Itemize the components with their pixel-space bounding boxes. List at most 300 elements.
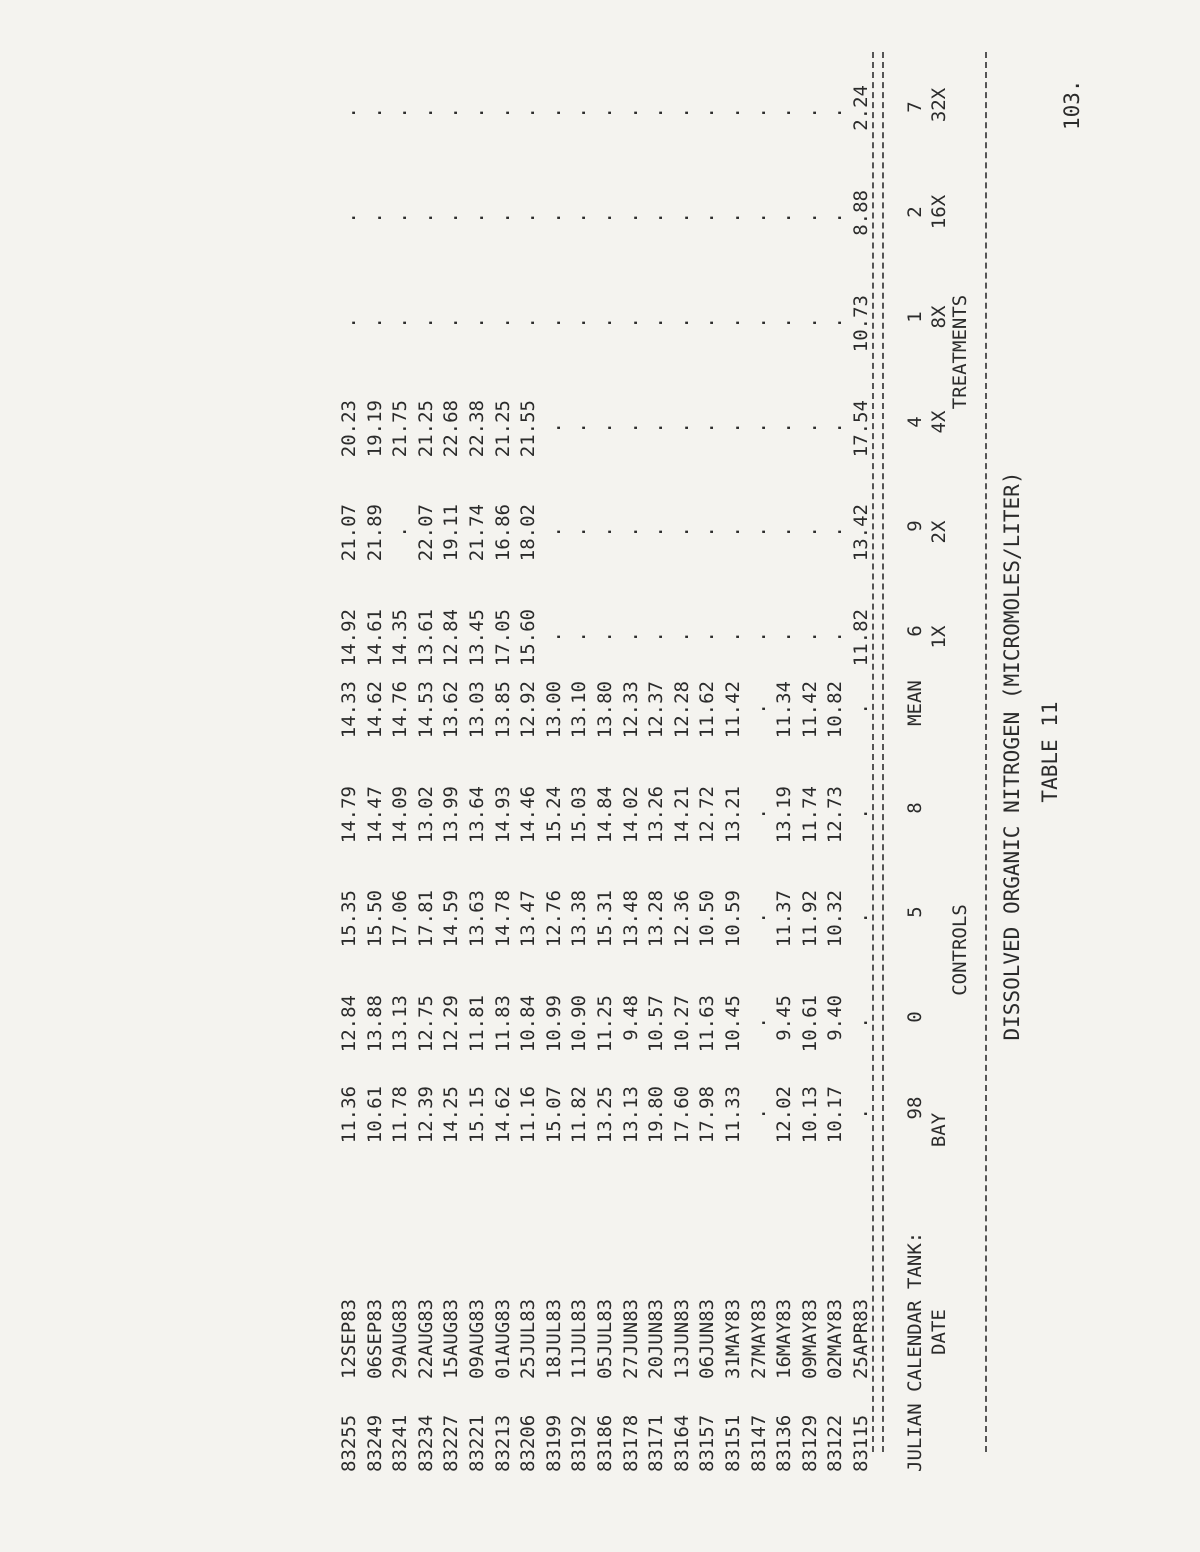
value-cell: . bbox=[722, 107, 744, 119]
value-cell: 14.61 bbox=[363, 609, 386, 667]
value-cell: 10.57 bbox=[645, 995, 668, 1053]
value-cell: . bbox=[850, 1017, 872, 1029]
value-cell: . bbox=[670, 212, 693, 224]
header-8x: 8X bbox=[928, 305, 950, 329]
value-cell: 16.86 bbox=[491, 504, 514, 562]
value-cell: . bbox=[773, 422, 796, 434]
value-cell: 10.73 bbox=[850, 295, 872, 353]
julian-date-cell: 83147 bbox=[747, 1414, 770, 1472]
value-cell: 17.98 bbox=[696, 1086, 719, 1144]
value-cell: 18.02 bbox=[517, 504, 540, 562]
calendar-date-cell: 06JUN83 bbox=[696, 1298, 719, 1379]
value-cell: 9.48 bbox=[619, 995, 642, 1041]
julian-date-cell: 83129 bbox=[798, 1414, 821, 1472]
value-cell: . bbox=[850, 808, 872, 820]
value-cell: 13.61 bbox=[414, 609, 437, 667]
value-cell: . bbox=[619, 107, 642, 119]
value-cell: . bbox=[491, 317, 514, 329]
value-cell: 19.19 bbox=[363, 400, 386, 458]
value-cell: . bbox=[542, 107, 565, 119]
calendar-date-cell: 09MAY83 bbox=[798, 1298, 821, 1379]
value-cell: 19.80 bbox=[645, 1086, 668, 1144]
value-cell: . bbox=[747, 912, 770, 924]
value-cell: 11.33 bbox=[722, 1086, 744, 1144]
value-cell: 12.73 bbox=[824, 786, 847, 844]
value-cell: 19.11 bbox=[440, 504, 463, 562]
calendar-date-cell: 11JUL83 bbox=[568, 1298, 591, 1379]
value-cell: . bbox=[645, 422, 668, 434]
value-cell: 12.84 bbox=[338, 995, 360, 1053]
julian-date-cell: 83255 bbox=[338, 1414, 360, 1472]
value-cell: . bbox=[363, 107, 386, 119]
value-cell: 11.83 bbox=[491, 995, 514, 1053]
value-cell: . bbox=[517, 212, 540, 224]
value-cell: . bbox=[747, 631, 770, 643]
treatments-group-label: TREATMENTS bbox=[949, 294, 971, 410]
value-cell: . bbox=[696, 107, 719, 119]
value-cell: . bbox=[696, 212, 719, 224]
value-cell: . bbox=[619, 422, 642, 434]
value-cell: 10.61 bbox=[798, 995, 821, 1053]
value-cell: . bbox=[645, 526, 668, 538]
value-cell: . bbox=[645, 631, 668, 643]
tank-number: 7 bbox=[904, 101, 926, 113]
value-cell: . bbox=[850, 703, 872, 715]
tank-number: 6 bbox=[904, 625, 926, 637]
header-date: DATE bbox=[928, 1309, 950, 1355]
value-cell: 2.24 bbox=[850, 85, 872, 131]
value-cell: . bbox=[824, 212, 847, 224]
value-cell: 11.42 bbox=[798, 681, 821, 739]
header-bay: BAY bbox=[928, 1112, 950, 1148]
value-cell: 20.23 bbox=[338, 400, 360, 458]
value-cell: 17.54 bbox=[850, 400, 872, 458]
top-rule bbox=[985, 52, 987, 1452]
value-cell: 22.68 bbox=[440, 400, 463, 458]
value-cell: . bbox=[747, 422, 770, 434]
value-cell: . bbox=[747, 703, 770, 715]
value-cell: . bbox=[798, 212, 821, 224]
value-cell: . bbox=[440, 212, 463, 224]
value-cell: . bbox=[414, 107, 437, 119]
value-cell: 13.88 bbox=[363, 995, 386, 1053]
value-cell: . bbox=[670, 317, 693, 329]
julian-date-cell: 83151 bbox=[722, 1414, 744, 1472]
calendar-date-cell: 02MAY83 bbox=[824, 1298, 847, 1379]
value-cell: 12.29 bbox=[440, 995, 463, 1053]
value-cell: 13.80 bbox=[594, 681, 616, 739]
value-cell: 13.00 bbox=[542, 681, 565, 739]
value-cell: . bbox=[722, 631, 744, 643]
page-number: 103. bbox=[1060, 79, 1084, 130]
value-cell: . bbox=[850, 912, 872, 924]
value-cell: 13.85 bbox=[491, 681, 514, 739]
value-cell: . bbox=[696, 317, 719, 329]
calendar-date-cell: 25APR83 bbox=[850, 1298, 872, 1379]
value-cell: 12.84 bbox=[440, 609, 463, 667]
calendar-date-cell: 06SEP83 bbox=[363, 1298, 386, 1379]
value-cell: . bbox=[517, 107, 540, 119]
value-cell: 10.27 bbox=[670, 995, 693, 1053]
value-cell: 11.62 bbox=[696, 681, 719, 739]
value-cell: 13.03 bbox=[466, 681, 488, 739]
value-cell: 11.16 bbox=[517, 1086, 540, 1144]
value-cell: 13.13 bbox=[389, 995, 412, 1053]
header-4x: 4X bbox=[928, 410, 950, 434]
value-cell: . bbox=[338, 317, 360, 329]
value-cell: 10.82 bbox=[824, 681, 847, 739]
value-cell: 17.60 bbox=[670, 1086, 693, 1144]
value-cell: 10.84 bbox=[517, 995, 540, 1053]
value-cell: . bbox=[568, 107, 591, 119]
value-cell: . bbox=[619, 212, 642, 224]
value-cell: . bbox=[338, 212, 360, 224]
value-cell: 15.60 bbox=[517, 609, 540, 667]
value-cell: . bbox=[722, 422, 744, 434]
value-cell: 17.81 bbox=[414, 890, 437, 948]
julian-date-cell: 83115 bbox=[850, 1414, 872, 1472]
value-cell: 13.10 bbox=[568, 681, 591, 739]
value-cell: . bbox=[824, 317, 847, 329]
value-cell: . bbox=[491, 212, 514, 224]
value-cell: 13.99 bbox=[440, 786, 463, 844]
value-cell: . bbox=[696, 422, 719, 434]
value-cell: . bbox=[773, 212, 796, 224]
value-cell: . bbox=[542, 422, 565, 434]
julian-date-cell: 83186 bbox=[594, 1414, 616, 1472]
calendar-date-cell: 15AUG83 bbox=[440, 1298, 463, 1379]
value-cell: . bbox=[747, 317, 770, 329]
value-cell: 21.25 bbox=[491, 400, 514, 458]
value-cell: . bbox=[722, 317, 744, 329]
value-cell: 11.82 bbox=[850, 609, 872, 667]
value-cell: 17.05 bbox=[491, 609, 514, 667]
value-cell: 10.13 bbox=[798, 1086, 821, 1144]
value-cell: 11.78 bbox=[389, 1086, 412, 1144]
value-cell: . bbox=[747, 107, 770, 119]
value-cell: . bbox=[824, 631, 847, 643]
value-cell: . bbox=[389, 317, 412, 329]
value-cell: 12.76 bbox=[542, 890, 565, 948]
value-cell: 10.50 bbox=[696, 890, 719, 948]
calendar-date-cell: 18JUL83 bbox=[542, 1298, 565, 1379]
value-cell: 12.33 bbox=[619, 681, 642, 739]
value-cell: 12.36 bbox=[670, 890, 693, 948]
julian-date-cell: 83164 bbox=[670, 1414, 693, 1472]
value-cell: . bbox=[466, 107, 488, 119]
value-cell: . bbox=[440, 107, 463, 119]
value-cell: . bbox=[722, 212, 744, 224]
value-cell: . bbox=[440, 317, 463, 329]
calendar-date-cell: 09AUG83 bbox=[466, 1298, 488, 1379]
value-cell: . bbox=[670, 422, 693, 434]
tank-number: 4 bbox=[904, 416, 926, 428]
value-cell: 11.25 bbox=[594, 995, 616, 1053]
calendar-date-cell: 27JUN83 bbox=[619, 1298, 642, 1379]
value-cell: 12.75 bbox=[414, 995, 437, 1053]
tank-number: MEAN bbox=[904, 680, 926, 726]
value-cell: . bbox=[542, 526, 565, 538]
julian-date-cell: 83178 bbox=[619, 1414, 642, 1472]
value-cell: . bbox=[389, 212, 412, 224]
julian-date-cell: 83171 bbox=[645, 1414, 668, 1472]
calendar-date-cell: 12SEP83 bbox=[338, 1298, 360, 1379]
value-cell: . bbox=[798, 422, 821, 434]
value-cell: 13.63 bbox=[466, 890, 488, 948]
calendar-date-cell: 13JUN83 bbox=[670, 1298, 693, 1379]
calendar-date-cell: 22AUG83 bbox=[414, 1298, 437, 1379]
value-cell: 14.92 bbox=[338, 609, 360, 667]
calendar-date-cell: 25JUL83 bbox=[517, 1298, 540, 1379]
value-cell: 11.74 bbox=[798, 786, 821, 844]
table-title: TABLE 11 bbox=[1038, 701, 1062, 803]
calendar-date-cell: 31MAY83 bbox=[722, 1298, 744, 1379]
calendar-date-cell: 01AUG83 bbox=[491, 1298, 514, 1379]
value-cell: . bbox=[824, 422, 847, 434]
value-cell: . bbox=[747, 526, 770, 538]
value-cell: 12.28 bbox=[670, 681, 693, 739]
tank-number: 8 bbox=[904, 802, 926, 814]
value-cell: 13.64 bbox=[466, 786, 488, 844]
julian-date-cell: 83136 bbox=[773, 1414, 796, 1472]
value-cell: 15.03 bbox=[568, 786, 591, 844]
value-cell: . bbox=[619, 526, 642, 538]
value-cell: 14.09 bbox=[389, 786, 412, 844]
calendar-date-cell: 20JUN83 bbox=[645, 1298, 668, 1379]
value-cell: . bbox=[798, 526, 821, 538]
value-cell: . bbox=[466, 212, 488, 224]
value-cell: . bbox=[824, 107, 847, 119]
value-cell: 10.61 bbox=[363, 1086, 386, 1144]
value-cell: 11.34 bbox=[773, 681, 796, 739]
value-cell: 15.35 bbox=[338, 890, 360, 948]
value-cell: 14.78 bbox=[491, 890, 514, 948]
value-cell: . bbox=[542, 212, 565, 224]
value-cell: 12.02 bbox=[773, 1086, 796, 1144]
value-cell: . bbox=[363, 212, 386, 224]
value-cell: . bbox=[414, 212, 437, 224]
value-cell: 14.62 bbox=[363, 681, 386, 739]
tank-number: 0 bbox=[904, 1011, 926, 1023]
table-subtitle: DISSOLVED ORGANIC NITROGEN (MICROMOLES/LITER) bbox=[1000, 471, 1024, 1041]
value-cell: 10.59 bbox=[722, 890, 744, 948]
julian-date-cell: 83199 bbox=[542, 1414, 565, 1472]
header-32x: 32X bbox=[928, 87, 950, 123]
value-cell: 14.21 bbox=[670, 786, 693, 844]
value-cell: 22.38 bbox=[466, 400, 488, 458]
calendar-date-cell: 16MAY83 bbox=[773, 1298, 796, 1379]
value-cell: 9.45 bbox=[773, 995, 796, 1041]
value-cell: . bbox=[594, 107, 616, 119]
tank-number: 2 bbox=[904, 206, 926, 218]
value-cell: 21.07 bbox=[338, 504, 360, 562]
header-16x: 16X bbox=[928, 194, 950, 230]
value-cell: 12.92 bbox=[517, 681, 540, 739]
value-cell: 14.59 bbox=[440, 890, 463, 948]
value-cell: . bbox=[645, 107, 668, 119]
value-cell: . bbox=[619, 317, 642, 329]
value-cell: 22.07 bbox=[414, 504, 437, 562]
value-cell: 11.92 bbox=[798, 890, 821, 948]
value-cell: 11.42 bbox=[722, 681, 744, 739]
value-cell: 13.45 bbox=[466, 609, 488, 667]
value-cell: 13.19 bbox=[773, 786, 796, 844]
value-cell: . bbox=[798, 107, 821, 119]
value-cell: 14.46 bbox=[517, 786, 540, 844]
value-cell: . bbox=[568, 317, 591, 329]
value-cell: . bbox=[773, 107, 796, 119]
julian-date-cell: 83206 bbox=[517, 1414, 540, 1472]
value-cell: . bbox=[696, 631, 719, 643]
value-cell: 13.38 bbox=[568, 890, 591, 948]
value-cell: 14.02 bbox=[619, 786, 642, 844]
value-cell: 14.47 bbox=[363, 786, 386, 844]
value-cell: 14.35 bbox=[389, 609, 412, 667]
julian-date-cell: 83122 bbox=[824, 1414, 847, 1472]
value-cell: 14.76 bbox=[389, 681, 412, 739]
value-cell: 14.93 bbox=[491, 786, 514, 844]
value-cell: 21.25 bbox=[414, 400, 437, 458]
value-cell: 11.81 bbox=[466, 995, 488, 1053]
value-cell: 13.42 bbox=[850, 504, 872, 562]
value-cell: . bbox=[389, 107, 412, 119]
value-cell: . bbox=[747, 1017, 770, 1029]
tank-label: JULIAN CALENDAR TANK: bbox=[904, 1231, 926, 1472]
tank-number: 9 bbox=[904, 520, 926, 532]
value-cell: 15.50 bbox=[363, 890, 386, 948]
header-bottom-rule bbox=[882, 52, 884, 1452]
julian-date-cell: 83192 bbox=[568, 1414, 591, 1472]
value-cell: 13.28 bbox=[645, 890, 668, 948]
value-cell: 14.53 bbox=[414, 681, 437, 739]
value-cell: 21.75 bbox=[389, 400, 412, 458]
value-cell: 10.17 bbox=[824, 1086, 847, 1144]
value-cell: . bbox=[338, 107, 360, 119]
value-cell: . bbox=[619, 631, 642, 643]
value-cell: 15.07 bbox=[542, 1086, 565, 1144]
value-cell: . bbox=[542, 631, 565, 643]
value-cell: 8.88 bbox=[850, 190, 872, 236]
header-bottom-rule-2 bbox=[872, 52, 874, 1452]
value-cell: 17.06 bbox=[389, 890, 412, 948]
value-cell: 9.40 bbox=[824, 995, 847, 1041]
value-cell: 15.15 bbox=[466, 1086, 488, 1144]
value-cell: . bbox=[850, 1108, 872, 1120]
value-cell: . bbox=[517, 317, 540, 329]
value-cell: . bbox=[491, 107, 514, 119]
value-cell: 13.13 bbox=[619, 1086, 642, 1144]
value-cell: 12.39 bbox=[414, 1086, 437, 1144]
julian-date-cell: 83241 bbox=[389, 1414, 412, 1472]
value-cell: 10.90 bbox=[568, 995, 591, 1053]
value-cell: . bbox=[645, 212, 668, 224]
value-cell: . bbox=[568, 422, 591, 434]
value-cell: . bbox=[568, 212, 591, 224]
value-cell: 11.36 bbox=[338, 1086, 360, 1144]
julian-date-cell: 83227 bbox=[440, 1414, 463, 1472]
value-cell: . bbox=[798, 317, 821, 329]
value-cell: . bbox=[696, 526, 719, 538]
value-cell: 15.31 bbox=[594, 890, 616, 948]
value-cell: 10.45 bbox=[722, 995, 744, 1053]
value-cell: 10.32 bbox=[824, 890, 847, 948]
julian-date-cell: 83157 bbox=[696, 1414, 719, 1472]
value-cell: . bbox=[747, 212, 770, 224]
value-cell: . bbox=[568, 526, 591, 538]
value-cell: 14.25 bbox=[440, 1086, 463, 1144]
julian-date-cell: 83221 bbox=[466, 1414, 488, 1472]
value-cell: . bbox=[594, 526, 616, 538]
value-cell: 21.74 bbox=[466, 504, 488, 562]
value-cell: . bbox=[568, 631, 591, 643]
value-cell: . bbox=[747, 808, 770, 820]
value-cell: 13.47 bbox=[517, 890, 540, 948]
value-cell: 14.79 bbox=[338, 786, 360, 844]
value-cell: 15.24 bbox=[542, 786, 565, 844]
value-cell: 21.55 bbox=[517, 400, 540, 458]
value-cell: 12.37 bbox=[645, 681, 668, 739]
value-cell: . bbox=[594, 631, 616, 643]
value-cell: . bbox=[747, 1108, 770, 1120]
value-cell: 12.72 bbox=[696, 786, 719, 844]
value-cell: . bbox=[645, 317, 668, 329]
value-cell: . bbox=[824, 526, 847, 538]
value-cell: . bbox=[594, 317, 616, 329]
value-cell: 14.33 bbox=[338, 681, 360, 739]
calendar-date-cell: 27MAY83 bbox=[747, 1298, 770, 1379]
value-cell: 14.62 bbox=[491, 1086, 514, 1144]
julian-date-cell: 83213 bbox=[491, 1414, 514, 1472]
tank-number: 5 bbox=[904, 906, 926, 918]
value-cell: . bbox=[670, 631, 693, 643]
value-cell: . bbox=[466, 317, 488, 329]
value-cell: 11.82 bbox=[568, 1086, 591, 1144]
value-cell: . bbox=[414, 317, 437, 329]
value-cell: . bbox=[773, 631, 796, 643]
value-cell: . bbox=[389, 526, 412, 538]
value-cell: 13.02 bbox=[414, 786, 437, 844]
calendar-date-cell: 29AUG83 bbox=[389, 1298, 412, 1379]
value-cell: . bbox=[773, 526, 796, 538]
value-cell: 13.25 bbox=[594, 1086, 616, 1144]
value-cell: 21.89 bbox=[363, 504, 386, 562]
value-cell: 11.37 bbox=[773, 890, 796, 948]
value-cell: 14.84 bbox=[594, 786, 616, 844]
julian-date-cell: 83249 bbox=[363, 1414, 386, 1472]
value-cell: . bbox=[594, 422, 616, 434]
tank-number: 98 bbox=[904, 1096, 926, 1120]
value-cell: . bbox=[773, 317, 796, 329]
value-cell: 13.62 bbox=[440, 681, 463, 739]
value-cell: . bbox=[722, 526, 744, 538]
value-cell: 13.21 bbox=[722, 786, 744, 844]
calendar-date-cell: 05JUL83 bbox=[594, 1298, 616, 1379]
value-cell: 13.26 bbox=[645, 786, 668, 844]
value-cell: . bbox=[594, 212, 616, 224]
header-2x: 2X bbox=[928, 520, 950, 544]
value-cell: . bbox=[670, 526, 693, 538]
controls-group-label: CONTROLS bbox=[949, 904, 971, 996]
header-1x: 1X bbox=[928, 625, 950, 649]
value-cell: 11.63 bbox=[696, 995, 719, 1053]
value-cell: . bbox=[363, 317, 386, 329]
julian-date-cell: 83234 bbox=[414, 1414, 437, 1472]
tank-number: 1 bbox=[904, 311, 926, 323]
value-cell: . bbox=[798, 631, 821, 643]
value-cell: 10.99 bbox=[542, 995, 565, 1053]
value-cell: 13.48 bbox=[619, 890, 642, 948]
value-cell: . bbox=[670, 107, 693, 119]
